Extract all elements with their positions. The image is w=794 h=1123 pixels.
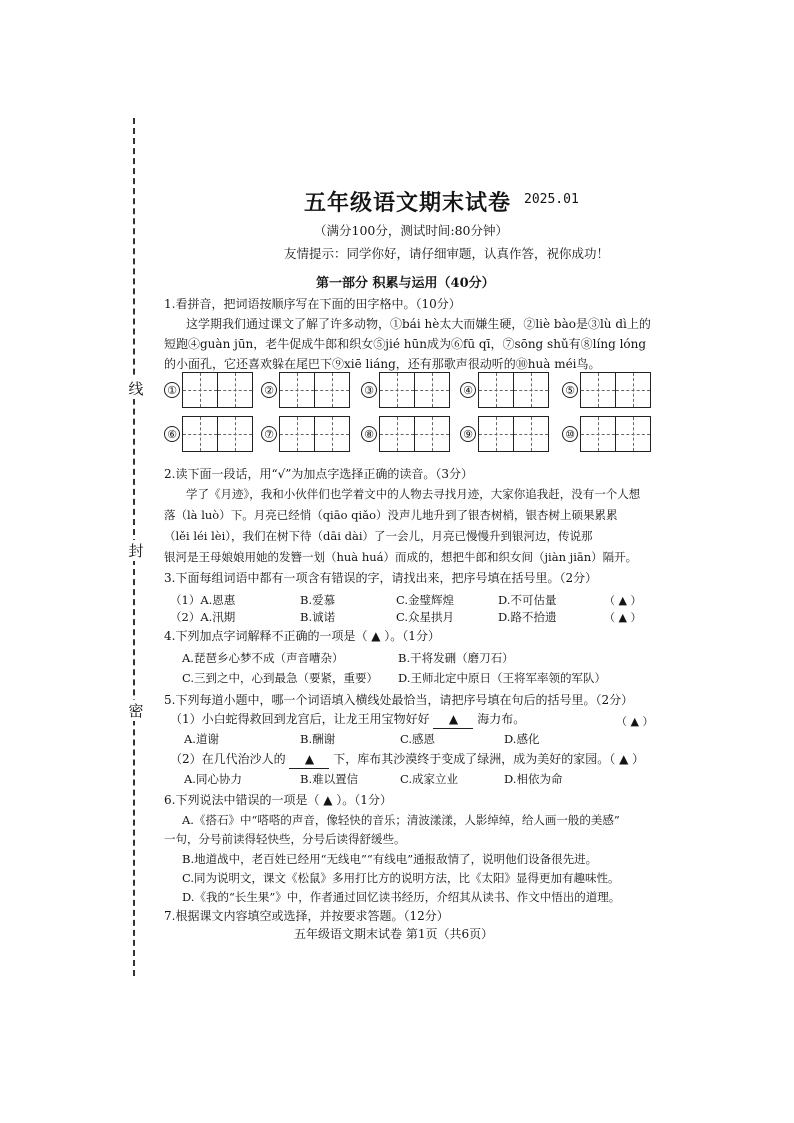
- pinyin-grid-row-2: [164, 416, 664, 458]
- pinyin-grid-row-1: [164, 372, 664, 414]
- q5-s1: [170, 711, 525, 729]
- q3-row1-b[interactable]: B.爱慕: [300, 593, 336, 607]
- exam-date: 2025.01: [524, 192, 579, 207]
- binding-char-xian: 线: [128, 380, 144, 398]
- grid-label: ⑨: [460, 426, 476, 442]
- q3-stem: 3.下面每组词语中都有一项含有错误的字，请找出来，把序号填在括号里。（2分）: [164, 571, 598, 585]
- q3-row2-a[interactable]: （2）A.汛期: [170, 610, 236, 624]
- grid-1[interactable]: [164, 372, 253, 408]
- q5-s2-opt-a[interactable]: A.同心协力: [184, 772, 242, 786]
- q4-option-d[interactable]: D.王师北定中原日（王将军率领的军队）: [398, 671, 606, 685]
- q3-row1-c[interactable]: C.金璧辉煌: [396, 593, 455, 607]
- grid-label: ⑧: [361, 426, 377, 442]
- grid-label: ①: [164, 382, 180, 398]
- q3-row2-c[interactable]: C.众星拱月: [396, 610, 455, 624]
- q5-s1-blank[interactable]: ▲: [433, 711, 473, 729]
- grid-8[interactable]: [361, 416, 450, 452]
- q4-option-b[interactable]: B.干将发硎（磨刀石）: [398, 651, 514, 665]
- grid-3[interactable]: [361, 372, 450, 408]
- q3-row1-answer[interactable]: （ ▲ ）: [604, 594, 642, 607]
- q6-option-a-cont: 一句，分号前读得轻快些，分号后读得舒缓些。: [164, 832, 406, 846]
- grid-label: ②: [261, 382, 277, 398]
- exam-subtitle: （满分100分，测试时间:80分钟）: [314, 223, 508, 238]
- q5-s2-end: 下，库布其沙漠终于变成了绿洲，成为美好的家园。（ ▲ ）: [333, 752, 645, 766]
- q3-row2-b[interactable]: B.诚诺: [300, 610, 336, 624]
- q5-s2-opt-d[interactable]: D.相依为命: [504, 772, 563, 786]
- q3-row2-answer[interactable]: （ ▲ ）: [604, 611, 642, 624]
- q2-passage-1: 学了《月迹》，我和小伙伴们也学着文中的人物去寻找月迹，大家你追我赶，没有一个人想: [186, 487, 641, 501]
- q4-option-a[interactable]: A.琵琶乡心梦不成（声音嘈杂）: [182, 651, 344, 665]
- page-footer: 五年级语文期末试卷 第1页（共6页）: [294, 927, 494, 941]
- q2-passage-4: 银河是王母娘娘用她的发簪一划（huà huá）而成的，想把牛郎和织女间（jiàn jiān）隔开。: [164, 550, 638, 564]
- exam-title: 五年级语文期末试卷: [304, 190, 512, 216]
- grid-label: ⑤: [562, 382, 578, 398]
- q4-stem: 4.下列加点字词解释不正确的一项是（ ▲ ）。（1分）: [164, 629, 440, 643]
- q2-stem: 2.读下面一段话，用“√”为加点字选择正确的读音。（3分）: [164, 467, 474, 481]
- grid-label: ③: [361, 382, 377, 398]
- section-title: 第一部分 积累与运用（40分）: [316, 276, 495, 291]
- q5-s2-blank[interactable]: ▲: [289, 751, 329, 769]
- q5-s2-text: （2）在几代治沙人的: [170, 752, 286, 766]
- exam-tip: 友情提示：同学你好，请仔细审题，认真作答，祝你成功！: [284, 246, 610, 261]
- q6-option-c[interactable]: C.同为说明文，课文《松鼠》多用打比方的说明方法，比《太阳》显得更加有趣味性。: [182, 871, 620, 885]
- grid-10[interactable]: [562, 416, 651, 452]
- q2-passage-3: （lěi léi lèi），我们在树下待（dāi dài）了一会儿，月亮已慢慢升到银河边，传说那: [164, 529, 593, 543]
- q5-s2-opt-b[interactable]: B.难以置信: [300, 772, 359, 786]
- grid-5[interactable]: [562, 372, 651, 408]
- q5-s2-opt-c[interactable]: C.成家立业: [400, 772, 459, 786]
- q5-s1-opt-d[interactable]: D.感化: [504, 732, 540, 746]
- q3-row2-d[interactable]: D.路不拾遗: [498, 610, 557, 624]
- q7-stem: 7.根据课文内容填空或选择，并按要求答题。（12分）: [164, 909, 449, 923]
- q5-s1-answer[interactable]: （ ▲ ）: [616, 715, 654, 728]
- q5-s1-text: （1）小白蛇得救回到龙宫后，让龙王用宝物好好: [170, 712, 430, 726]
- q6-option-d[interactable]: D.《我的“长生果”》中，作者通过回忆读书经历，介绍其从读书、作文中悟出的道理。: [182, 890, 621, 904]
- grid-9[interactable]: [460, 416, 549, 452]
- q3-row1-a[interactable]: （1）A.恩惠: [170, 593, 236, 607]
- grid-7[interactable]: [261, 416, 350, 452]
- grid-label: ⑩: [562, 426, 578, 442]
- q5-s1-end: 海力布。: [477, 712, 526, 726]
- grid-label: ⑥: [164, 426, 180, 442]
- q1-stem: 1.看拼音，把词语按顺序写在下面的田字格中。（10分）: [164, 297, 461, 311]
- q5-s1-opt-c[interactable]: C.感恩: [400, 732, 436, 746]
- grid-label: ⑦: [261, 426, 277, 442]
- q5-stem: 5.下列每道小题中，哪一个词语填入横线处最恰当，请把序号填在句后的括号里。（2分）: [164, 693, 634, 707]
- q6-option-b[interactable]: B.地道战中，老百姓已经用“无线电”“有线电”通报敌情了，说明他们设备很先进。: [182, 852, 598, 866]
- grid-6[interactable]: [164, 416, 253, 452]
- binding-char-mi: 密: [128, 702, 144, 720]
- grid-label: ④: [460, 382, 476, 398]
- q4-option-c[interactable]: C.三到之中，心到最急（要紧，重要）: [182, 671, 379, 685]
- grid-4[interactable]: [460, 372, 549, 408]
- q5-s1-opt-b[interactable]: B.酬谢: [300, 732, 336, 746]
- q5-s2: [170, 751, 644, 769]
- q2-passage-2: 落（là luò）下。月亮已经悄（qiāo qiǎo）没声儿地升到了银杏树梢，银杏树上硕果累累: [164, 508, 618, 522]
- q1-passage-2: 短跑④guàn jūn，老牛促成牛郎和织女⑤jié hūn成为⑥fū qī，⑦sōng shǔ有⑧líng lóng: [164, 337, 647, 351]
- q1-passage-1: 这学期我们通过课文了解了许多动物，①bái hè太大而嫌生硬，②liè bào是③lù dì上的: [186, 317, 651, 331]
- q6-stem: 6.下列说法中错误的一项是（ ▲ ）。（1分）: [164, 793, 392, 807]
- q6-option-a[interactable]: A.《搭石》中“嗒嗒的声音，像轻快的音乐；清波漾漾，人影绰绰，给人画一般的美感”: [182, 813, 620, 827]
- q5-s1-opt-a[interactable]: A.道谢: [184, 732, 219, 746]
- q1-passage-3: 的小面孔，它还喜欢躲在尾巴下⑨xiē liáng，还有那歌声很动听的⑩huà méi鸟。: [164, 357, 601, 371]
- binding-char-feng: 封: [128, 542, 144, 560]
- q3-row1-d[interactable]: D.不可估量: [498, 593, 557, 607]
- grid-2[interactable]: [261, 372, 350, 408]
